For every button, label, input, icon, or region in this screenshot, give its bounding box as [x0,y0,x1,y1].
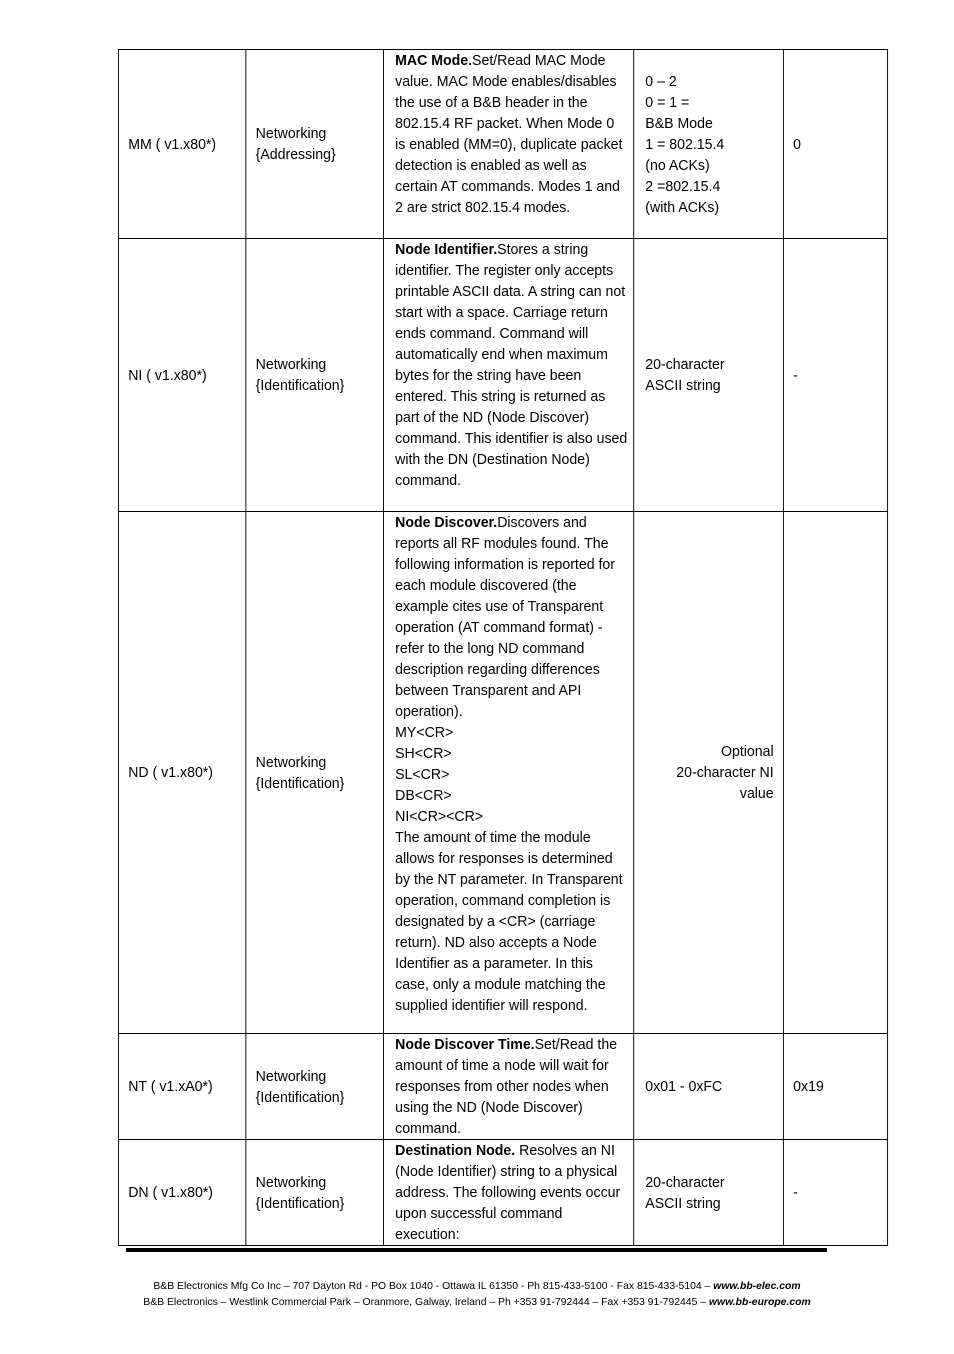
table-row [118,512,887,1034]
description-cell [384,50,634,239]
description-cell [384,512,634,1034]
default-cell: 0x19 [783,1034,887,1140]
description-cell [384,239,634,512]
command-cell: NI ( v1.x80*) [118,239,245,512]
category-cell: Networking {Identification} [246,239,384,512]
table-row [118,1140,887,1246]
default-cell [783,512,887,1034]
command-cell: MM ( v1.x80*) [118,50,245,239]
description-cell [384,1034,634,1140]
footer-divider [126,1248,827,1252]
description-title: Node Discover Time. [395,1036,535,1053]
table-row [118,50,887,239]
range-cell: 20-character ASCII string [634,1140,784,1246]
range-cell: 0x01 - 0xFC [634,1034,784,1140]
description-body: Set/Read MAC Mode value. MAC Mode enables/disables the use of a B&B header in the 802.15.4 RF packet. When Mode 0 is enabled (MM=0), duplicate packet detection is enabled as well as certain AT commands. Modes 1 and 2 are strict 802.15.4 modes. [395,52,623,216]
command-cell: NT ( v1.xA0*) [118,1034,245,1140]
footer-link-us[interactable]: www.bb-elec.com [713,1281,801,1292]
description-cell [384,1140,634,1246]
command-cell: ND ( v1.x80*) [118,512,245,1034]
description-title: Destination Node. [395,1142,516,1159]
default-cell: - [783,239,887,512]
description-body: Discovers and reports all RF modules found. The following information is reported for each module discovered (the example cites use of Transparent operation (AT command format) - refer to the long ND command description regarding differences between Transparent and API operation). MY<CR> SH<CR> SL<CR> DB<CR> NI<CR><CR> The amount of time the module allows for responses is determined by the NT parameter. In Transparent operation, command completion is designated by a <CR> (carriage return). ND also accepts a Node Identifier as a parameter. In this case, only a module matching the supplied identifier will respond. [395,514,623,1014]
table-row [118,1034,887,1140]
range-cell: 0 – 2 0 = 1 = B&B Mode 1 = 802.15.4 (no ACKs) 2 =802.15.4 (with ACKs) [634,50,784,239]
category-cell: Networking {Identification} [246,512,384,1034]
footer-line-europe [0,1297,954,1308]
description-body: Resolves an NI (Node Identifier) string to a physical address. The following events occur upon successful command execution: [395,1142,621,1243]
category-cell: Networking {Addressing} [246,50,384,239]
range-cell: 20-character ASCII string [634,239,784,512]
category-cell: Networking {Identification} [246,1034,384,1140]
description-body: Set/Read the amount of time a node will wait for responses from other nodes when using the ND (Node Discover) command. [395,1036,618,1137]
description-body: Stores a string identifier. The register only accepts printable ASCII data. A string can not start with a space. Carriage return ends command. Command will automatically end when maximum bytes for the string have been entered. This string is returned as part of the ND (Node Discover) command. This identifier is also used with the DN (Destination Node) command. [395,241,628,489]
table-row [118,239,887,512]
category-cell: Networking {Identification} [246,1140,384,1246]
footer-line-us [0,1281,954,1292]
footer-address-europe: B&B Electronics – Westlink Commercial Park – Oranmore, Galway, Ireland – Ph +353 91-792444 – Fax +353 91-792445 – [143,1297,709,1308]
description-title: MAC Mode. [395,52,473,69]
footer-address-us: B&B Electronics Mfg Co Inc – 707 Dayton Rd - PO Box 1040 - Ottawa IL 61350 - Ph 815-433-5100 - Fax 815-433-5104 – [153,1281,714,1292]
command-table [118,49,888,1246]
default-cell: - [783,1140,887,1246]
range-cell: Optional 20-character NI value [634,512,784,1034]
command-cell: DN ( v1.x80*) [118,1140,245,1246]
description-title: Node Discover. [395,514,498,531]
footer-link-europe[interactable]: www.bb-europe.com [708,1297,811,1308]
default-cell: 0 [783,50,887,239]
description-title: Node Identifier. [395,241,498,258]
